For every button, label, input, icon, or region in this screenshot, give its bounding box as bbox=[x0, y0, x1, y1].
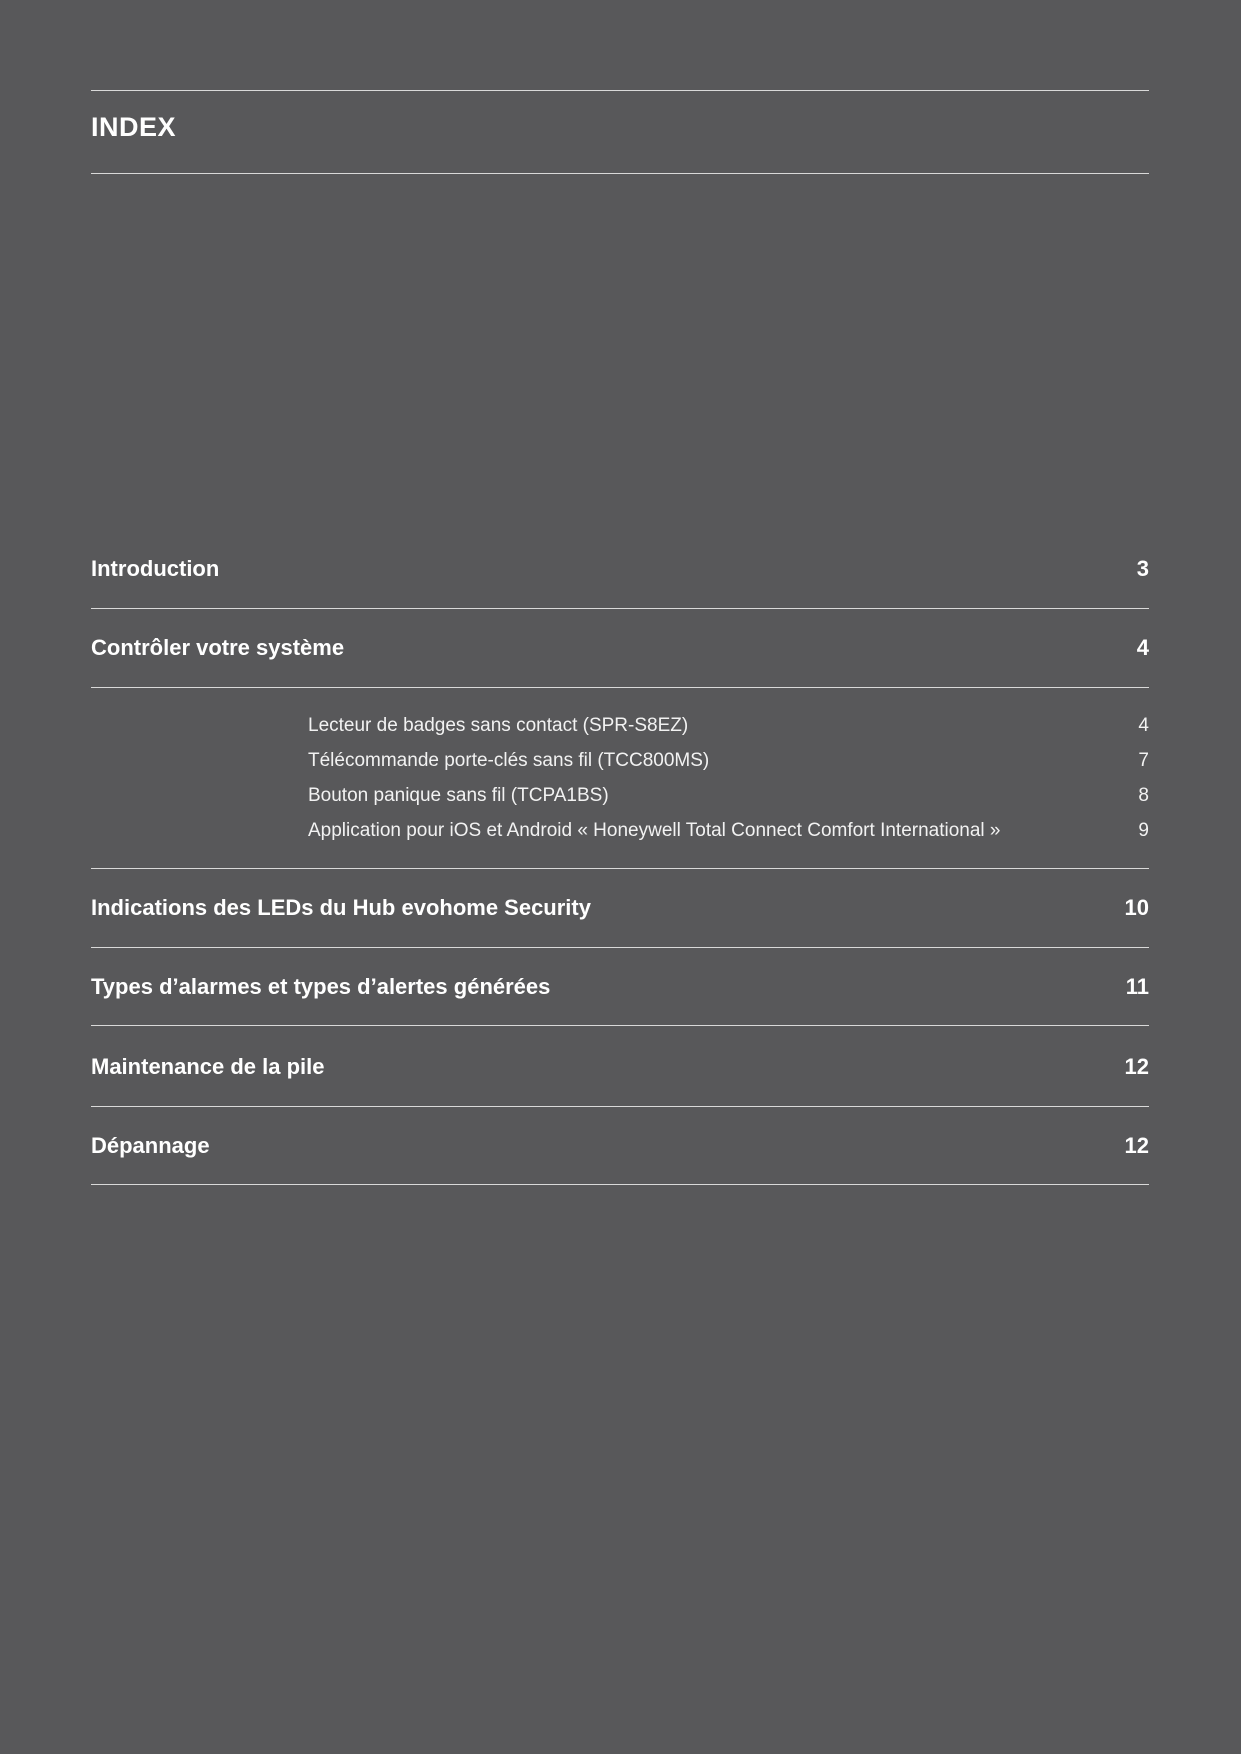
toc-entry-controler-systeme[interactable] bbox=[91, 633, 1149, 663]
toc-entry-depannage[interactable] bbox=[91, 1131, 1149, 1161]
divider bbox=[91, 608, 1149, 609]
toc-subentry-page: 9 bbox=[1138, 820, 1149, 841]
divider bbox=[91, 1106, 1149, 1107]
divider bbox=[91, 1184, 1149, 1185]
toc-entry-label: Introduction bbox=[91, 556, 220, 581]
divider bbox=[91, 173, 1149, 174]
toc-subentry-label: Bouton panique sans fil (TCPA1BS) bbox=[308, 785, 609, 806]
toc-entry-label: Types d’alarmes et types d’alertes générées bbox=[91, 974, 551, 999]
toc-subentry-label: Application pour iOS et Android « Honeywell Total Connect Comfort International » bbox=[308, 820, 1001, 841]
toc-entry-leds-hub[interactable] bbox=[91, 893, 1149, 923]
toc-entry-maintenance-pile[interactable] bbox=[91, 1052, 1149, 1082]
toc-subentry-label: Télécommande porte-clés sans fil (TCC800MS) bbox=[308, 750, 710, 771]
divider bbox=[91, 947, 1149, 948]
toc-entry-page: 11 bbox=[1125, 974, 1149, 999]
toc-subentry-page: 8 bbox=[1138, 785, 1149, 806]
toc-subentry-page: 7 bbox=[1138, 750, 1149, 771]
toc-subentry-badge-reader[interactable] bbox=[308, 713, 1149, 739]
toc-entry-page: 4 bbox=[1136, 635, 1149, 660]
toc-entry-label: Dépannage bbox=[91, 1133, 210, 1158]
toc-entry-introduction[interactable] bbox=[91, 554, 1149, 584]
toc-entry-page: 3 bbox=[1136, 556, 1149, 581]
toc-subentry-keyfob[interactable] bbox=[308, 748, 1149, 774]
divider bbox=[91, 1025, 1149, 1026]
toc-entry-page: 12 bbox=[1124, 1054, 1149, 1079]
toc-subentry-page: 4 bbox=[1138, 715, 1149, 736]
toc-subentry-panic-button[interactable] bbox=[308, 783, 1149, 809]
divider bbox=[91, 687, 1149, 688]
toc-entry-label: Maintenance de la pile bbox=[91, 1054, 325, 1079]
toc-entry-page: 12 bbox=[1124, 1133, 1149, 1158]
toc-entry-label: Contrôler votre système bbox=[91, 635, 345, 660]
toc-entry-label: Indications des LEDs du Hub evohome Security bbox=[91, 895, 591, 920]
divider bbox=[91, 90, 1149, 91]
page-title: INDEX bbox=[91, 112, 177, 142]
toc-entry-page: 10 bbox=[1124, 895, 1149, 920]
toc-subentry-mobile-app[interactable] bbox=[308, 818, 1149, 844]
divider bbox=[91, 868, 1149, 869]
toc-subentry-label: Lecteur de badges sans contact (SPR-S8EZ) bbox=[308, 715, 689, 736]
toc-entry-types-alarmes[interactable] bbox=[91, 972, 1149, 1002]
